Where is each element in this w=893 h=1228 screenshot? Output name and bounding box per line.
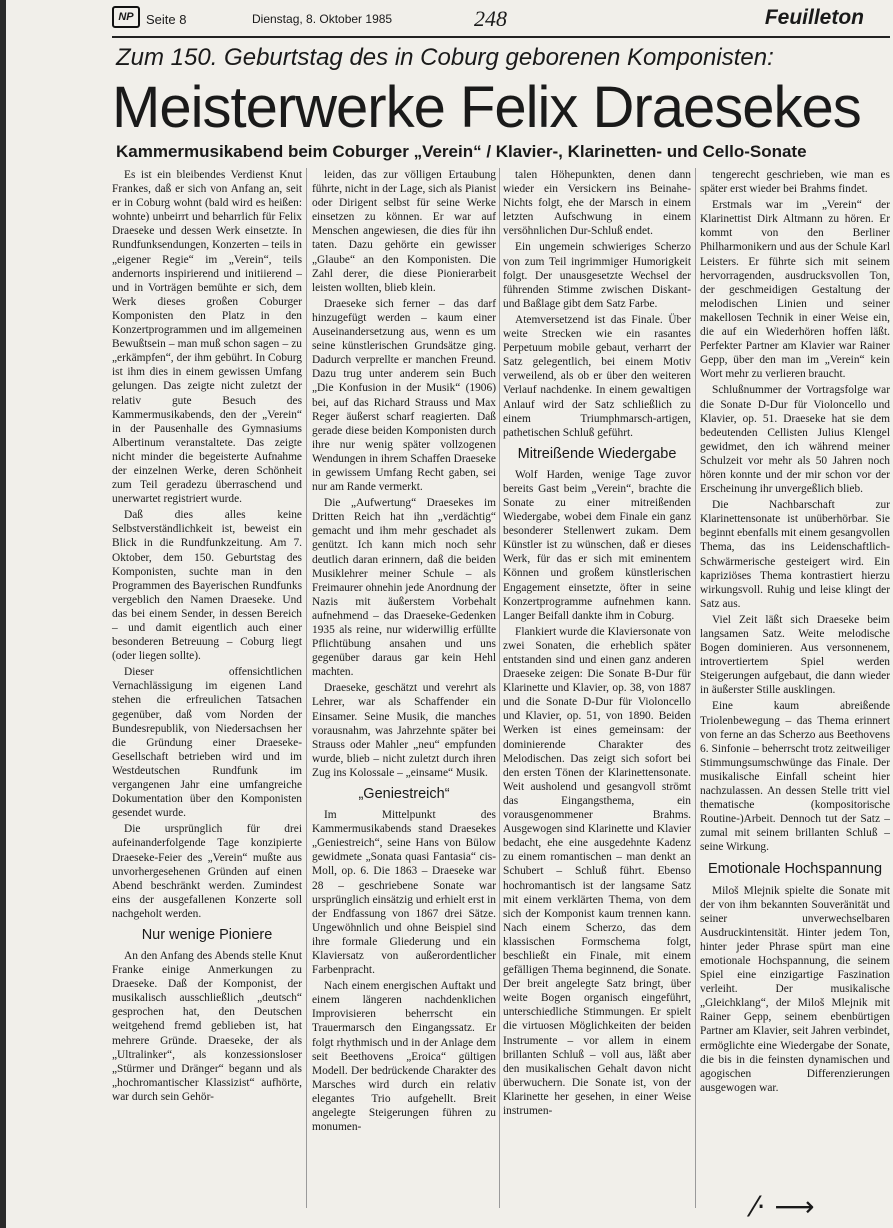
column-2	[312, 168, 496, 1136]
paragraph: Miloš Mlejnik spielte die Sonate mit der von ihm bekannten Souveränität und seiner unverwechselbaren Ausdruckintensität. Hinter jedem Ton, hinter jeder Phrase spürt man eine emotionale Hochspannung, die seinem Spiel eine einzigartige Faszination verleiht. Der musikalische „Gleichklang“, der Miloš Mlejnik mit Rainer Gepp, seinem ebenbürtigen Partner am Klavier, seit Jahren verbindet, ermöglichte eine Wiedergabe der Sonate, die bis in die feinsten dynamischen und agogischen Differenzierungen ausgewogen war.	[700, 884, 890, 1094]
paragraph: Eine kaum abreißende Triolenbewegung – das Thema erinnert von ferne an das Scherzo aus Beethovens 6. Sinfonie – beherrscht trotz zeitweiliger Stimmungsumschwünge das Finale. Der musikalische Einfall scheint hier nachzulassen. An dessen Stelle tritt viel thematische (kompositorische Routine-)Arbeit. Dennoch tut der Satz – zumal mit seinem brillanten Schluß – seine Wirkung.	[700, 700, 890, 854]
column-rule	[695, 168, 696, 1208]
issue-date: Dienstag, 8. Oktober 1985	[252, 12, 393, 26]
column-rule	[306, 168, 307, 1208]
page-header	[112, 4, 890, 34]
paragraph: Wolf Harden, wenige Tage zuvor bereits Gast beim „Verein“, brachte die Sonate zu einer mitreißenden Wiedergabe, wobei dem Finale ein ganz besonderer Stellenwert zukam. Dem Künstler ist zu wünschen, daß er dieses Werk, für das er sich mit eminentem Können und großem künstlerischen Engagement einsetzte, öfter in seine Konzertprogramme aufnehmen kann. Langer Beifall dankte ihm in Coburg.	[503, 468, 691, 622]
subheading: Mitreißende Wiedergabe	[517, 445, 677, 462]
paragraph: Die Nachbarschaft zur Klarinettensonate ist unüberhörbar. Sie beginnt ebenfalls mit einem gesangvollen Thema, das ins Leidenschaftlich-Schwärmerische gesteigert wird. Ein kapriziöses Thema kontrastiert hierzu wirkungsvoll. Ruhig und leise klingt der Satz aus.	[700, 499, 890, 610]
paragraph: Atemversetzend ist das Finale. Über weite Strecken wie ein rasantes Perpetuum mobile gebaut, verharrt der Satz gelegentlich, bei einem Motiv verweilend, als ob er über den weiteren Verlauf nachdenke. In einem gewaltigen Anlauf wird der Satz schließlich zu einem Triumphmarsch-artigen, pathetischen Schluß geführt.	[503, 313, 691, 439]
paragraph: Die ursprünglich für drei aufeinanderfolgende Tage konzipierte Draeseke-Feier des „Verein“ mußte aus unvorhergesehenen Gründen auf einen Abend beschränkt werden. Zumindest eins der ausgefallenen Konzerte soll nachgeholt werden.	[112, 823, 302, 920]
article-kicker: Zum 150. Geburtstag des in Coburg geborenen Komponisten:	[116, 44, 774, 71]
subheading: „Geniestreich“	[358, 786, 450, 803]
header-rule	[112, 36, 890, 38]
article-subtitle: Kammermusikabend beim Coburger „Verein“ / Klavier-, Klarinetten- und Cello-Sonate	[116, 142, 807, 161]
subheading: Nur wenige Pioniere	[141, 926, 273, 943]
paragraph: talen Höhepunkten, denen dann wieder ein Versickern ins Beinahe-Nichts folgt, ehe der Marsch in einem letzten Aufschwung in einem versöhnlichen Dur-Schluß endet.	[503, 169, 691, 238]
paragraph: Nach einem energischen Auftakt und einem längeren nachdenklichen Improvisieren beherrscht ein Trauermarsch den Eingangssatz. Er folgt rhythmisch und in der Anlage dem seit Beethovens „Eroica“ gültigen Modell. Der bedrückende Charakter des Marsches wird durch ein relativ elegantes Trio aufgehellt. Breit angelegte Steigerungen führen zu monumen-	[312, 980, 496, 1134]
paragraph: tengerecht geschrieben, wie man es später erst wieder bei Brahms findet.	[700, 169, 890, 196]
paragraph: Im Mittelpunkt des Kammermusikabends stand Draesekes „Geniestreich“, seine Hans von Bülow gewidmete „Sonata quasi Fantasia“ cis-Moll, op. 6. Die 1863 – Draeseke war 28 – geschriebene Sonate war ursprünglich einsätzig und erhielt erst in der Endfassung von 1867 drei Sätze. Ungewöhnlich und ohne Beispiel sind ihre formale Gliederung und ein Klaviersatz von außerordentlicher Farbenpracht.	[312, 809, 496, 977]
paragraph: Draeseke, geschätzt und verehrt als Lehrer, war als Schaffender ein Einsamer. Seine Musik, die manches vorausnahm, was Jahrzehnte später bei Strauss oder Mahler „neu“ empfunden wurde, blieb – nicht zuletzt durch ihren Zug ins Kolossale – „einsame“ Musik.	[312, 682, 496, 779]
scan-edge	[0, 0, 6, 1228]
paragraph: leiden, das zur völligen Ertaubung führte, nicht in der Lage, sich als Pianist oder Dirigent selbst für seine Werke einsetzen zu können. Er war auf Menschen angewiesen, die dies für ihn taten. Dazu gehörte ein gewisser „Glaube“ an den Komponisten. Die Zahl derer, die diese Pionierarbeit leisten wollten, blieb klein.	[312, 169, 496, 294]
column-4	[700, 168, 890, 1097]
paragraph: Erstmals war im „Verein“ der Klarinettist Dirk Altmann zu hören. Er kommt von den Berliner Philharmonikern und aus der Schule Karl Leisters. Er führte sich mit seinem hervorragenden, ausdrucksvollen Ton, der geschmeidigen Gestaltung der melodischen Linien und seiner makellosen Technik in einer Weise ein, die auf ein Wiederhören hoffen läßt. Perfekter Partner am Klavier war Rainer Gepp, über den man im „Verein“ kein Wort mehr zu verlieren braucht.	[700, 199, 890, 381]
handwritten-arrow: ⁄· ⟶	[752, 1190, 815, 1223]
newspaper-logo: NP	[112, 6, 140, 28]
handwritten-number: 248	[474, 6, 507, 31]
paragraph: Flankiert wurde die Klaviersonate von zwei Sonaten, die erheblich später entstanden sind und einen ganz anderen Draeseke zeigen: Die Sonate B-Dur für Klarinette und Klavier, op. 38, von 1887 und die Sonate D-Dur für Violoncello und Klavier, op. 51, von 1890. Beiden Werken ist eines gemeinsam: der dominierende Charakter des Melodischen. Das zeigt sich sofort bei den ersten Tönen der Klarinettensonate. Weit ausholend und gesangvoll strömt das Eingangsthema, ein vorausgenommener Brahms. Ausgewogen sind Klarinette und Klavier bedacht, ehe eine ausgedehnte Kadenz zu einem romantischen – man denkt an Schubert – Schluß führt. Ebenso hochromantisch ist der langsame Satz mit einem verklärten Thema, von dem sich der Komponist kaum trennen kann. Nach einem Scherzo, das dem klassischen Formschema folgt, beschließt ein Finale, mit einem gefälligen Thema beginnend, die Sonate. Der breit angelegte Satz bringt, über weite Bogen organisch eingeführt, unterschiedliche Stimmungen. Er spielt die virtuosen Möglichkeiten der beiden Instrumente – vor allem in einem brillanten Schluß – voll aus, läßt aber den musikalischen Gehalt davon nicht überwuchern. Die Sonate ist, von der Klarinette her gesehen, in einer Weise instrumen-	[503, 625, 691, 1117]
column-rule	[499, 168, 500, 1208]
paragraph: Schlußnummer der Vortragsfolge war die Sonate D-Dur für Violoncello und Klavier, op. 51. Draeseke hat sie dem bedeutenden Cellisten Julius Klengel gewidmet, den ich während meiner Schulzeit vor mehr als 50 Jahren noch hören konnte und der mir schon vor der Erscheinung ihr unvergeßlich blieb.	[700, 384, 890, 496]
paragraph: Draeseke sich ferner – das darf hinzugefügt werden – kaum einer Auseinandersetzung aus, wenn es um seine künstlerischen Grundsätze ging. Dadurch verprellte er manchen Freund. Dazu trug unter anderem sein Buch „Die Konfusion in der Musik“ (1906) bei, auf das Richard Strauss und Max Reger äußerst scharf reagierten. Daß gerade diese beiden Komponisten durch ihre nur wenig später vollzogenen Wendungen in ihrem Schaffen Draeseke in gewissem Umfang Recht gaben, sei nur am Rande vermerkt.	[312, 297, 496, 494]
paragraph: Es ist ein bleibendes Verdienst Knut Frankes, daß er sich von Anfang an, seit er in Coburg wohnt (bald wird es heißen: wohnte) unbeirrt und beharrlich für Felix Draeseke und dessen Werk einsetzte. In Rundfunksendungen, Konzerten – teils in „eigener Regie“ im „Verein“, teils andernorts inspirierend und initiierend – und in Vorträgen bemühte er sich, dem Werk dieses großen Coburger Komponisten den Platz in den Konzertprogrammen und im allgemeinen Bewußtsein – man muß schon sagen – zu „erkämpfen“, der ihm gebührt. In Coburg ist ihm dies in einem gewissen Umfang gelungen. Das zeigte nicht zuletzt der relativ gute Besuch des Kammermusikabends, den der „Verein“ in der Pausenhalle des Gymnasiums Albertinum veranstaltete. Das zeigte nicht minder die begeisterte Aufnahme der einzelnen Werke, deren Schönheit zum Teil geradezu überraschend und unerwartet registriert wurde.	[112, 169, 302, 506]
paragraph: Ein ungemein schwieriges Scherzo von zum Teil ingrimmiger Humorigkeit folgt. Der unausgesetzte Wechsel der führenden Stimme zwischen Diskant- und Baßlage gibt dem Satz Farbe.	[503, 241, 691, 310]
paragraph: Daß dies alles keine Selbstverständlichkeit ist, beweist ein Blick in die Rundfunkzeitung. Am 7. Oktober, dem 150. Geburtstag des Komponisten, suchte man in den Programmen des Bayerischen Rundfunks vergeblich den Namen Draeseke. Und das bei einem Sender, in dessen Bereich – und damit eigentlich auch einer besonderen Betreuung – Coburg liegt (oder liegen sollte).	[112, 509, 302, 663]
paragraph: Viel Zeit läßt sich Draeseke beim langsamen Satz. Weite melodische Bogen dominieren. Aus versonnenem, introvertiertem Spiel werden Steigerungen aufgebaut, die dann wieder in äußerster Stille ausklingen.	[700, 613, 890, 697]
column-3	[503, 168, 691, 1120]
paragraph: An den Anfang des Abends stelle Knut Franke einige Anmerkungen zu Draeseke. Daß der Komponist, der musikalisch ausschließlich „deutsch“ gesprochen hat, den Deutschen weitgehend fremd geblieben ist, hat mehrere Gründe. Draeseke, der als „Ultralinker“, als konzessionsloser „Stürmer und Dränger“ begann und als „hochromantischer Klassizist“ aufhörte, war durch sein Gehör-	[112, 949, 302, 1103]
article-title: Meisterwerke Felix Draesekes	[112, 75, 861, 140]
column-1	[112, 168, 302, 1106]
page-number: Seite 8	[146, 12, 187, 27]
paragraph: Die „Aufwertung“ Draesekes im Dritten Reich hat ihn „verdächtig“ gemacht und ihm mehr geschadet als genützt. Ich kann mich noch sehr deutlich daran erinnern, daß die beiden Musiklehrer meiner Schule – als Freimaurer ohnehin jede Anordnung der Nazis mit äußerstem Vorbehalt aufnehmend – das Draeseke-Gedenken 1935 als reine, nur widerwillig erfüllte Pflichtübung ansahen und uns gegenüber daraus gar kein Hehl machten.	[312, 497, 496, 679]
subheading: Emotionale Hochspannung	[707, 860, 883, 877]
paragraph: Dieser offensichtlichen Vernachlässigung im eigenen Land stehen die erfreulichen Tatsachen gegenüber, daß vom Norden der Bundesrepublik, von Niedersachsen her die Gründung einer Draeseke-Gesellschaft betrieben wird und im Westdeutschen Rundfunk im vergangenen Jahr eine umfangreiche Dokumentation über den Komponisten gesendet wurde.	[112, 666, 302, 820]
section-name: Feuilleton	[764, 6, 864, 29]
